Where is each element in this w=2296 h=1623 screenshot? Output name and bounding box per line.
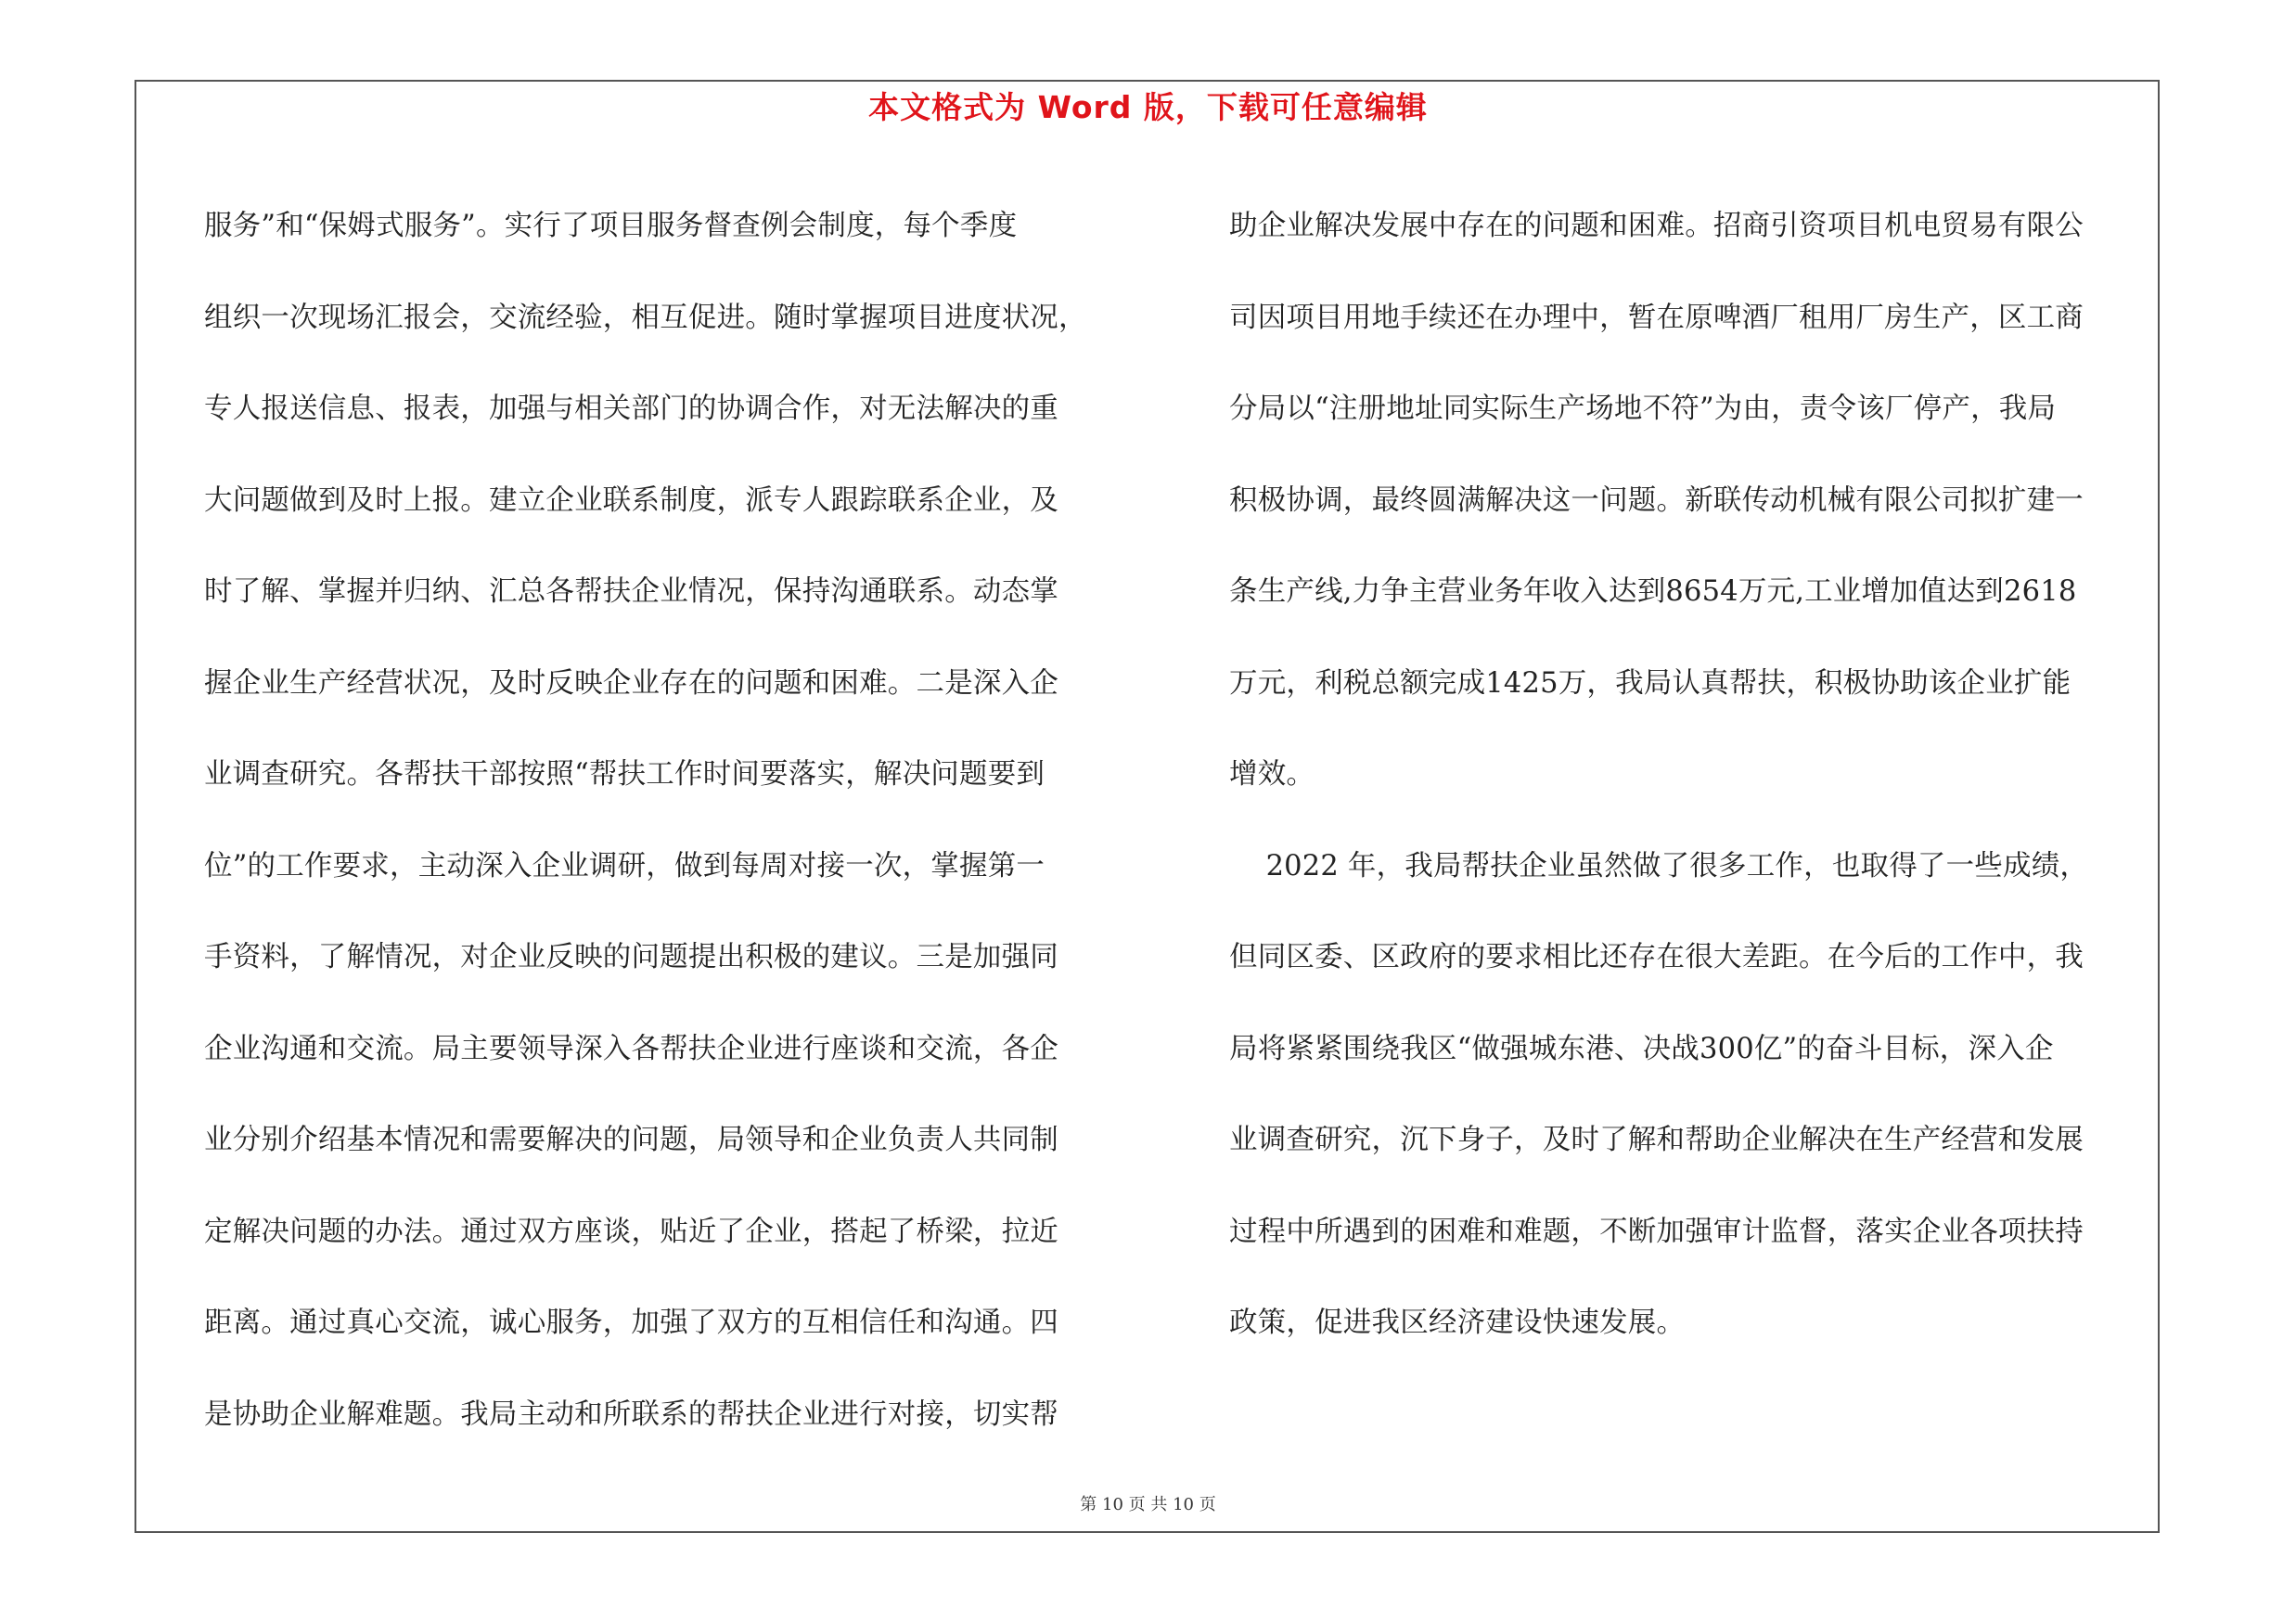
text-line: 2022 年，我局帮扶企业虽然做了很多工作，也取得了一些成绩， (1229, 849, 2089, 882)
text-line: 分局以“注册地址同实际生产场地不符”为由，责令该厂停产，我局 (1229, 393, 2057, 425)
text-line: 手资料，了解情况，对企业反映的问题提出积极的建议。三是加强同 (204, 941, 1058, 973)
word-format-banner: 本文格式为 Word 版，下载可任意编辑 (868, 89, 1428, 125)
text-line: 业调查研究。各帮扶干部按照“帮扶工作时间要落实，解决问题要到 (204, 758, 1045, 791)
page-number-footer: 第 10 页 共 10 页 (1080, 1495, 1216, 1514)
text-line: 是协助企业解难题。我局主动和所联系的帮扶企业进行对接，切实帮 (204, 1398, 1058, 1431)
text-line: 大问题做到及时上报。建立企业联系制度，派专人跟踪联系企业，及 (204, 483, 1058, 517)
text-line: 距离。通过真心交流，诚心服务，加强了双方的互相信任和沟通。四 (204, 1307, 1058, 1339)
text-line: 积极协调，最终圆满解决这一问题。新联传动机械有限公司拟扩建一 (1229, 483, 2084, 517)
text-line: 专人报送信息、报表，加强与相关部门的协调合作，对无法解决的重 (204, 393, 1058, 425)
text-line: 定解决问题的办法。通过双方座谈，贴近了企业，搭起了桥梁，拉近 (204, 1215, 1058, 1248)
text-line: 位”的工作要求，主动深入企业调研，做到每周对接一次，掌握第一 (204, 849, 1045, 882)
text-line: 条生产线,力争主营业务年收入达到8654万元,工业增加值达到2618 (1229, 575, 2077, 608)
text-line: 局将紧紧围绕我区“做强城东港、决战300亿”的奋斗目标，深入企 (1229, 1032, 2054, 1065)
text-line: 业分别介绍基本情况和需要解决的问题，局领导和企业负责人共同制 (204, 1124, 1058, 1156)
text-line: 时了解、掌握并归纳、汇总各帮扶企业情况，保持沟通联系。动态掌 (204, 575, 1058, 608)
text-line: 助企业解决发展中存在的问题和困难。招商引资项目机电贸易有限公 (1229, 210, 2084, 242)
text-line: 业调查研究，沉下身子，及时了解和帮助企业解决在生产经营和发展 (1229, 1124, 2084, 1156)
text-line: 但同区委、区政府的要求相比还存在很大差距。在今后的工作中，我 (1229, 941, 2084, 973)
text-line: 过程中所遇到的困难和难题，不断加强审计监督，落实企业各项扶持 (1229, 1215, 2084, 1248)
text-line: 组织一次现场汇报会，交流经验，相互促进。随时掌握项目进度状况， (204, 301, 1087, 334)
left-text-column (204, 181, 1132, 1461)
text-line: 企业沟通和交流。局主要领导深入各帮扶企业进行座谈和交流，各企 (204, 1032, 1058, 1065)
text-line: 增效。 (1229, 758, 1315, 791)
text-line: 服务”和“保姆式服务”。实行了项目服务督查例会制度，每个季度 (204, 210, 1018, 242)
text-line: 握企业生产经营状况，及时反映企业存在的问题和困难。二是深入企 (204, 666, 1058, 700)
text-line: 司因项目用地手续还在办理中，暂在原啤酒厂租用厂房生产，区工商 (1229, 301, 2084, 334)
right-text-column (1229, 181, 2157, 1370)
text-line: 政策，促进我区经济建设快速发展。 (1229, 1307, 1686, 1339)
text-line: 万元，利税总额完成1425万，我局认真帮扶，积极协助该企业扩能 (1229, 666, 2072, 700)
